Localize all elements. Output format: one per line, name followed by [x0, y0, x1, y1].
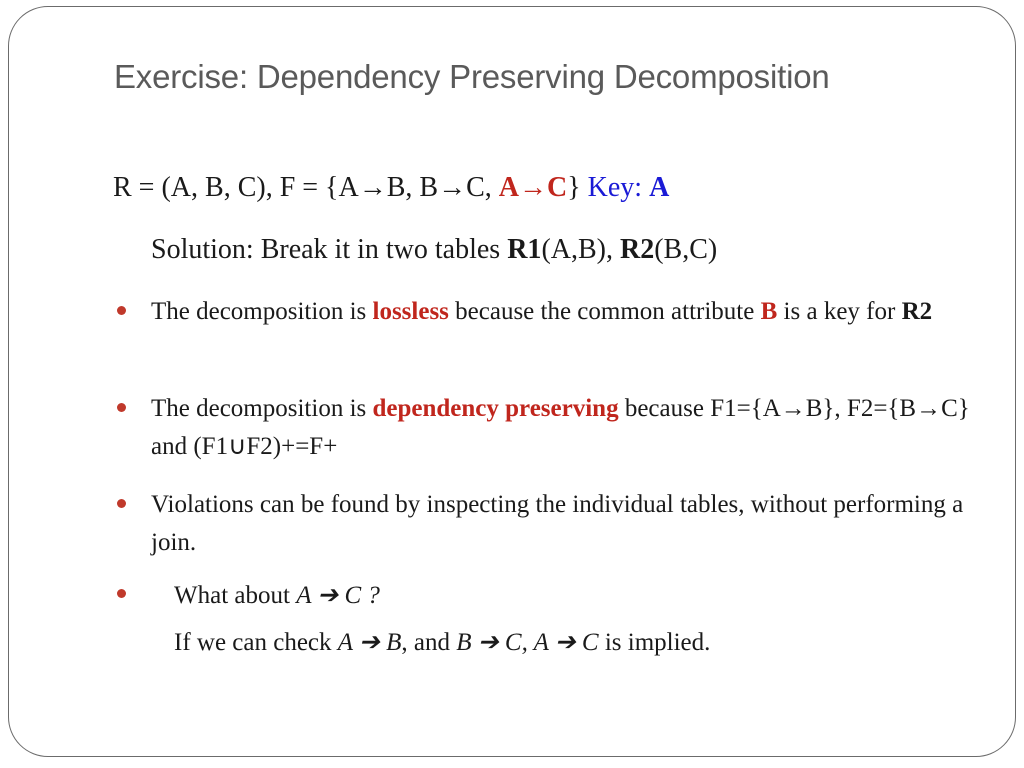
what-about-text: What about [174, 582, 297, 609]
highlighted-dependency: A→C [498, 172, 568, 203]
table-r1-name: R1 [507, 234, 542, 265]
lossless-pre: The decomposition is [151, 298, 373, 325]
lossless-post: is a key for [777, 298, 902, 325]
what-about-expression: A ➔ C ? [296, 582, 380, 609]
bullet-violations: Violations can be found by inspecting the individual tables, without performing a join. [151, 491, 964, 556]
bullet-dependency-preserving [151, 390, 981, 466]
key-value: A [649, 172, 670, 203]
dependency-keyword: dependency preserving [372, 395, 619, 422]
bullet-dot [117, 306, 126, 315]
answer-expression-2: B ➔ C, A ➔ C [456, 629, 599, 656]
bullet-dot [117, 499, 126, 508]
relation-definition [113, 172, 669, 204]
common-attribute: B [760, 298, 778, 325]
lossless-relation: R2 [901, 298, 933, 325]
table-r2-attrs: (B,C) [654, 234, 718, 265]
key-label: Key: [580, 172, 650, 203]
slide-title: Exercise: Dependency Preserving Decomposition [114, 58, 830, 95]
lossless-mid: because the common attribute [448, 298, 761, 325]
bullet-lossless [151, 293, 981, 331]
bullet-dot [117, 589, 126, 598]
answer-text-1: If we can check [174, 629, 338, 656]
answer-text-2: , and [401, 629, 457, 656]
bullet-dot [117, 403, 126, 412]
close-brace: } [567, 172, 581, 203]
answer-expression-1: A ➔ B [337, 629, 402, 656]
solution-prefix: Solution: Break it in two tables [151, 234, 508, 265]
dependency-post: because F1={A→B}, F2={B→C} and (F1∪F2)+=F+ [151, 395, 970, 460]
answer-line [174, 627, 710, 657]
solution-line [151, 234, 717, 266]
bullet-what-about [174, 580, 380, 610]
answer-text-3: is implied. [598, 629, 711, 656]
dependency-pre: The decomposition is [151, 395, 373, 422]
lossless-keyword: lossless [372, 298, 449, 325]
table-r1-attrs: (A,B), [541, 234, 620, 265]
table-r2-name: R2 [619, 234, 655, 265]
relation-text: R = (A, B, C), F = {A→B, B→C, [113, 172, 499, 203]
